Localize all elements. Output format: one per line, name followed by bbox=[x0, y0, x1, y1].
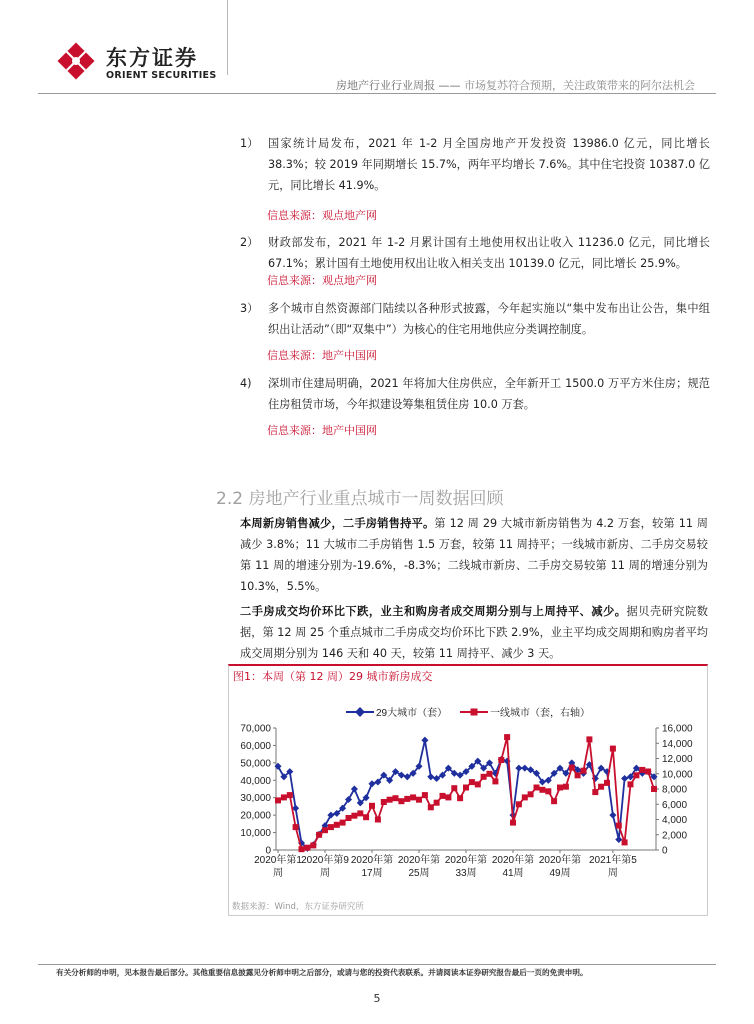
data-point-tier1-cities bbox=[287, 792, 293, 798]
data-point-tier1-cities bbox=[451, 785, 457, 791]
data-point-tier1-cities bbox=[569, 765, 575, 771]
data-point-tier1-cities bbox=[575, 772, 581, 778]
data-point-29-cities bbox=[427, 773, 434, 780]
paragraph-new-home-sales bbox=[240, 513, 708, 597]
new-home-sales-chart bbox=[228, 690, 708, 890]
data-point-29-cities bbox=[615, 836, 622, 843]
data-point-tier1-cities bbox=[346, 815, 352, 821]
data-point-tier1-cities bbox=[322, 827, 328, 833]
data-point-tier1-cities bbox=[557, 785, 563, 791]
data-point-tier1-cities bbox=[469, 779, 475, 785]
report-title bbox=[336, 77, 695, 93]
data-point-tier1-cities bbox=[304, 845, 310, 851]
paragraph-body: 第 12 周 29 大城市新房销售为 4.2 万套，较第 11 周减少 3.8%；11 大城市二手房销售 1.5 万套，较第 11 周持平；一线城市新房、二手房交易较第 11 周的增速分别为-19.6%，-8.3%；二线城市新房、二手房交易较第 11 周的增速分别为 10.3%，5.5%。 bbox=[240, 517, 708, 593]
x-tick-label-line2: 25周 bbox=[408, 868, 430, 879]
y-right-tick-label: 0 bbox=[662, 845, 668, 857]
data-point-tier1-cities bbox=[516, 801, 522, 807]
data-point-tier1-cities bbox=[610, 746, 616, 752]
figure-source: 数据来源：Wind，东方证券研究所 bbox=[232, 902, 364, 912]
logo-text-en: ORIENT SECURITIES bbox=[106, 70, 217, 81]
y-right-tick-label: 16,000 bbox=[662, 723, 693, 735]
data-point-tier1-cities bbox=[422, 792, 428, 798]
news-text: 多个城市自然资源部门陆续以各种形式披露，今年起实施以“集中发布出让公告，集中组织出让活动”（即“双集中”）为核心的住宅用地供应分类调控制度。 bbox=[268, 302, 710, 336]
data-point-tier1-cities bbox=[351, 813, 357, 819]
y-left-tick-label: 10,000 bbox=[240, 828, 271, 840]
data-point-tier1-cities bbox=[633, 772, 639, 778]
data-point-tier1-cities bbox=[381, 799, 387, 805]
data-point-tier1-cities bbox=[645, 769, 651, 775]
news-number: 1） bbox=[240, 137, 259, 150]
data-point-tier1-cities bbox=[498, 757, 504, 763]
legend-label-tier1-cities: 一线城市（套，右轴） bbox=[490, 708, 590, 719]
header-divider bbox=[227, 0, 228, 75]
news-source-4: 信息来源：地产中国网 bbox=[267, 424, 377, 437]
data-point-tier1-cities bbox=[604, 780, 610, 786]
orient-securities-logo-icon bbox=[56, 40, 96, 80]
data-point-tier1-cities bbox=[616, 823, 622, 829]
news-number: 2） bbox=[240, 236, 259, 249]
y-left-tick-label: 70,000 bbox=[240, 723, 271, 735]
x-tick-label-line1: 2020年第9 bbox=[301, 855, 349, 866]
data-point-tier1-cities bbox=[475, 781, 481, 787]
data-point-29-cities bbox=[609, 812, 616, 819]
footer-rule-line bbox=[38, 964, 716, 965]
data-point-tier1-cities bbox=[457, 795, 463, 801]
data-point-29-cities bbox=[421, 737, 428, 744]
y-left-tick-label: 60,000 bbox=[240, 740, 271, 752]
data-point-tier1-cities bbox=[463, 785, 469, 791]
data-point-tier1-cities bbox=[293, 824, 299, 830]
news-item-2 bbox=[240, 232, 710, 274]
x-tick-label-line2: 49周 bbox=[549, 868, 571, 879]
data-point-29-cities bbox=[521, 765, 528, 772]
data-point-tier1-cities bbox=[404, 796, 410, 802]
y-left-tick-label: 50,000 bbox=[240, 758, 271, 770]
data-point-tier1-cities bbox=[586, 736, 592, 742]
data-point-tier1-cities bbox=[598, 784, 604, 790]
data-point-tier1-cities bbox=[334, 822, 340, 828]
x-tick-label-line1: 2020年第1 bbox=[254, 855, 302, 866]
y-right-tick-label: 4,000 bbox=[662, 815, 688, 826]
y-right-tick-label: 10,000 bbox=[662, 769, 693, 781]
x-tick-label-line1: 2020年第 bbox=[350, 855, 394, 866]
news-item-3 bbox=[240, 298, 710, 340]
data-point-tier1-cities bbox=[369, 803, 375, 809]
data-point-tier1-cities bbox=[481, 774, 487, 780]
data-point-tier1-cities bbox=[487, 771, 493, 777]
data-point-tier1-cities bbox=[628, 781, 634, 787]
report-subtitle: 市场复苏符合预期，关注政策带来的阿尔法机会 bbox=[464, 79, 695, 92]
legend-label-29-cities: 29大城市（套） bbox=[376, 708, 448, 719]
data-point-tier1-cities bbox=[563, 784, 569, 790]
data-point-tier1-cities bbox=[363, 814, 369, 820]
page-header bbox=[0, 0, 754, 100]
data-point-tier1-cities bbox=[299, 846, 305, 852]
data-point-tier1-cities bbox=[410, 794, 416, 800]
x-tick-label-line2: 周 bbox=[607, 868, 618, 879]
data-point-tier1-cities bbox=[434, 800, 440, 806]
title-dash: —— bbox=[435, 79, 464, 92]
y-left-tick-label: 40,000 bbox=[240, 775, 271, 787]
x-tick-label-line2: 17周 bbox=[361, 868, 383, 879]
news-item-1 bbox=[240, 133, 710, 196]
y-right-tick-label: 14,000 bbox=[662, 738, 693, 750]
data-point-29-cities bbox=[351, 785, 358, 792]
data-point-tier1-cities bbox=[492, 778, 498, 784]
data-point-tier1-cities bbox=[622, 839, 628, 845]
data-point-tier1-cities bbox=[539, 787, 545, 793]
x-tick-label-line2: 周 bbox=[320, 868, 330, 879]
data-point-29-cities bbox=[368, 780, 375, 787]
news-source-1: 信息来源：观点地产网 bbox=[267, 209, 377, 222]
paragraph-lead: 本周新房销售减少，二手房销售持平。 bbox=[240, 517, 435, 530]
x-tick-label-line1: 2020年第 bbox=[444, 855, 488, 866]
data-point-29-cities bbox=[327, 812, 334, 819]
data-point-tier1-cities bbox=[275, 797, 281, 803]
data-point-29-cities bbox=[433, 775, 440, 782]
data-point-tier1-cities bbox=[387, 797, 393, 803]
news-item-4 bbox=[240, 373, 710, 415]
news-text: 国家统计局发布，2021 年 1-2 月全国房地产开发投资 13986.0 亿元，同比增长 38.3%；较 2019 年同期增长 15.7%，两年平均增长 7.6%。其中住宅投资 10387.0 亿元，同比增长 41.9%。 bbox=[268, 137, 710, 192]
data-point-tier1-cities bbox=[328, 824, 334, 830]
data-point-tier1-cities bbox=[375, 817, 381, 823]
news-text: 深圳市住建局明确，2021 年将加大住房供应，全年新开工 1500.0 万平方米住房；规范住房租赁市场，今年拟建设筹集租赁住房 10.0 万套。 bbox=[268, 377, 710, 411]
x-tick-label-line2: 41周 bbox=[502, 868, 524, 879]
news-text: 财政部发布，2021 年 1-2 月累计国有土地使用权出让收入 11236.0 亿元，同比增长 67.1%；累计国有土地使用权出让收入相关支出 10139.0 亿元，同比增长 25.9%。 bbox=[268, 236, 710, 270]
news-source-3: 信息来源：地产中国网 bbox=[267, 349, 377, 362]
data-point-tier1-cities bbox=[398, 798, 404, 804]
legend-marker-29-cities bbox=[355, 707, 365, 717]
data-point-tier1-cities bbox=[281, 794, 287, 800]
data-point-tier1-cities bbox=[310, 842, 316, 848]
logo-text-cn: 东方证券 bbox=[106, 46, 198, 70]
legend-marker-tier1-cities bbox=[471, 709, 478, 716]
data-point-tier1-cities bbox=[528, 791, 534, 797]
data-point-tier1-cities bbox=[651, 786, 657, 792]
footer-disclaimer: 有关分析师的申明，见本报告最后部分。其他重要信息披露见分析师申明之后部分，或请与您的投资代表联系。并请阅读本证券研究报告最后一页的免责申明。 bbox=[56, 968, 588, 977]
data-point-tier1-cities bbox=[551, 798, 557, 804]
report-type: 房地产行业行业周报 bbox=[336, 79, 435, 92]
y-right-tick-label: 2,000 bbox=[662, 830, 688, 842]
data-point-tier1-cities bbox=[592, 789, 598, 795]
x-tick-label-line2: 周 bbox=[273, 868, 283, 879]
data-point-tier1-cities bbox=[581, 768, 587, 774]
data-point-tier1-cities bbox=[316, 832, 322, 838]
data-point-29-cities bbox=[621, 775, 628, 782]
data-point-tier1-cities bbox=[440, 793, 446, 799]
y-left-tick-label: 30,000 bbox=[240, 793, 271, 805]
data-point-tier1-cities bbox=[504, 734, 510, 740]
section-heading: 2.2 房地产行业重点城市一周数据回顾 bbox=[216, 489, 504, 509]
data-point-tier1-cities bbox=[340, 820, 346, 826]
page-number: 5 bbox=[373, 992, 381, 1005]
figure-title: 图1：本周（第 12 周）29 城市新房成交 bbox=[233, 670, 433, 683]
header-rule-line bbox=[38, 93, 716, 94]
data-point-tier1-cities bbox=[445, 794, 451, 800]
y-right-tick-label: 6,000 bbox=[662, 799, 688, 811]
x-tick-label-line1: 2020年第 bbox=[397, 855, 441, 866]
data-point-tier1-cities bbox=[522, 794, 528, 800]
x-tick-label-line1: 2020年第 bbox=[491, 855, 535, 866]
data-point-tier1-cities bbox=[639, 767, 645, 773]
y-right-tick-label: 8,000 bbox=[662, 784, 688, 796]
news-source-2: 信息来源：观点地产网 bbox=[267, 274, 377, 287]
news-number: 4) bbox=[240, 377, 252, 390]
y-right-tick-label: 12,000 bbox=[662, 754, 693, 765]
y-left-tick-label: 0 bbox=[265, 845, 271, 857]
data-point-tier1-cities bbox=[393, 795, 399, 801]
paragraph-body: 据贝壳研究院数据，第 12 周 25 个重点城市二手房成交均价环比下跌 2.9%，业主平均成交周期和购房者平均成交周期分别为 146 天和 40 天，较第 11 周持平、减少 3 天。 bbox=[240, 605, 708, 660]
data-point-tier1-cities bbox=[545, 788, 551, 794]
x-tick-label-line1: 2020年第 bbox=[538, 855, 582, 866]
x-tick-label-line2: 33周 bbox=[455, 868, 477, 879]
news-number: 3） bbox=[240, 302, 259, 315]
data-point-tier1-cities bbox=[510, 820, 516, 826]
data-point-tier1-cities bbox=[416, 797, 422, 803]
y-left-tick-label: 20,000 bbox=[240, 810, 271, 822]
data-point-tier1-cities bbox=[534, 785, 540, 791]
paragraph-lead: 二手房成交均价环比下跌，业主和购房者成交周期分别与上周持平、减少。 bbox=[240, 605, 627, 618]
x-tick-label-line1: 2021年第5 bbox=[588, 855, 637, 866]
data-point-tier1-cities bbox=[357, 810, 363, 816]
paragraph-second-hand-price bbox=[240, 601, 708, 664]
data-point-tier1-cities bbox=[428, 804, 434, 810]
